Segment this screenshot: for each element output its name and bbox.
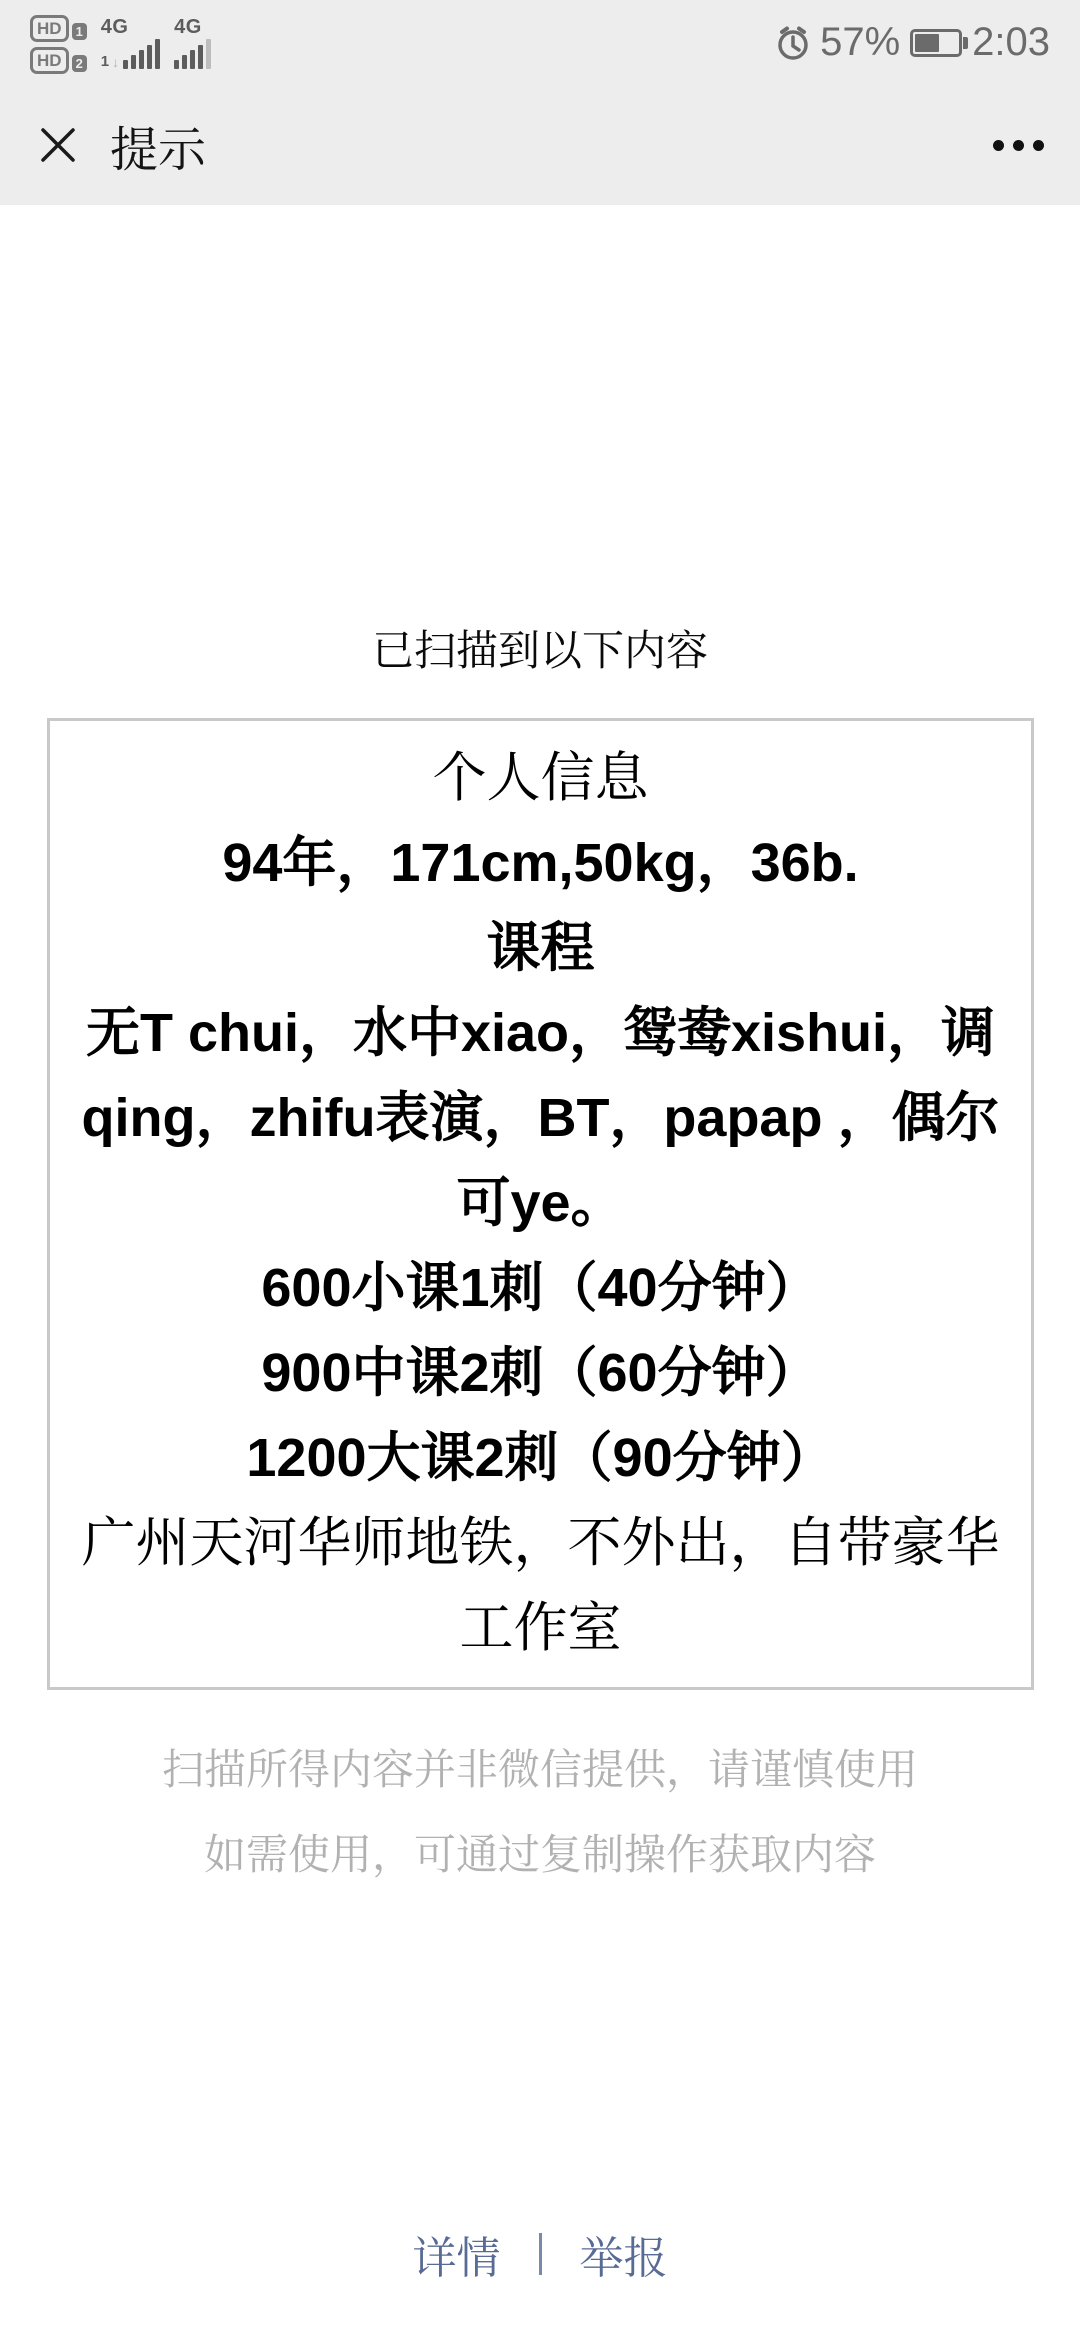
status-bar-left	[30, 11, 211, 74]
disclaimer-line-1: 扫描所得内容并非微信提供，请谨慎使用	[161, 1746, 918, 1793]
signal-sim2-icon	[174, 17, 211, 69]
scan-notice-text: 已扫描到以下内容	[371, 627, 708, 674]
signal-bars-sim1	[123, 39, 160, 69]
clock-time-label: 2:03	[972, 20, 1050, 64]
close-icon	[36, 123, 80, 167]
scanned-line: 课程	[486, 918, 595, 978]
more-menu-button[interactable]	[991, 130, 1046, 161]
sim1-indicator: 1	[100, 52, 110, 70]
hd-voice-sim2-icon	[30, 47, 87, 74]
sim2-index-badge: 2	[72, 55, 87, 72]
alarm-clock-icon	[774, 24, 812, 62]
more-icon	[1013, 140, 1024, 151]
scanned-content-box	[47, 718, 1034, 1690]
status-bar	[0, 0, 1080, 85]
scanned-line: 1200大课2刺（90分钟）	[246, 1428, 835, 1488]
hd-voice-sim1-icon	[30, 15, 87, 42]
details-link[interactable]: 详情	[412, 2234, 501, 2283]
disclaimer-text	[0, 1727, 1080, 1897]
scanned-line: 94年，171cm,50kg，36b.	[222, 833, 859, 893]
signal-sim1-icon	[101, 17, 160, 69]
scanned-line: 900中课2刺（60分钟）	[261, 1343, 820, 1403]
header-bar	[0, 85, 1080, 205]
page-title: 提示	[110, 123, 207, 177]
sim2-network-label: 4G	[174, 15, 202, 38]
report-link[interactable]: 举报	[579, 2234, 668, 2283]
signal-bars-sim2	[174, 39, 211, 69]
scanned-line: 无T chui，水中xiao，鸳鸯xishui，调qing，zhifu表演，BT，papap ，偶尔可ye。	[81, 1003, 1000, 1233]
scanned-line: 个人信息	[432, 748, 649, 808]
hd-label: HD	[30, 15, 69, 42]
battery-percent-label: 57%	[820, 20, 901, 64]
battery-icon	[910, 29, 962, 57]
hd-voice-badges	[30, 15, 87, 74]
sim1-index-badge: 1	[72, 23, 87, 40]
scanned-line: 600小课1刺（40分钟）	[261, 1258, 820, 1318]
close-button[interactable]	[34, 121, 82, 169]
hd-label: HD	[30, 47, 69, 74]
footer-divider	[539, 2233, 542, 2275]
more-icon	[993, 140, 1004, 151]
data-arrow-icon: ↓	[112, 53, 120, 70]
footer-actions	[0, 2222, 1080, 2286]
more-icon	[1033, 140, 1044, 151]
sim1-network-label: 4G	[100, 15, 129, 38]
scanned-line: 广州天河华师地铁，不外出，自带豪华工作室	[81, 1513, 1000, 1658]
status-bar-right	[774, 20, 1050, 65]
disclaimer-line-2: 如需使用，可通过复制操作获取内容	[203, 1831, 876, 1878]
